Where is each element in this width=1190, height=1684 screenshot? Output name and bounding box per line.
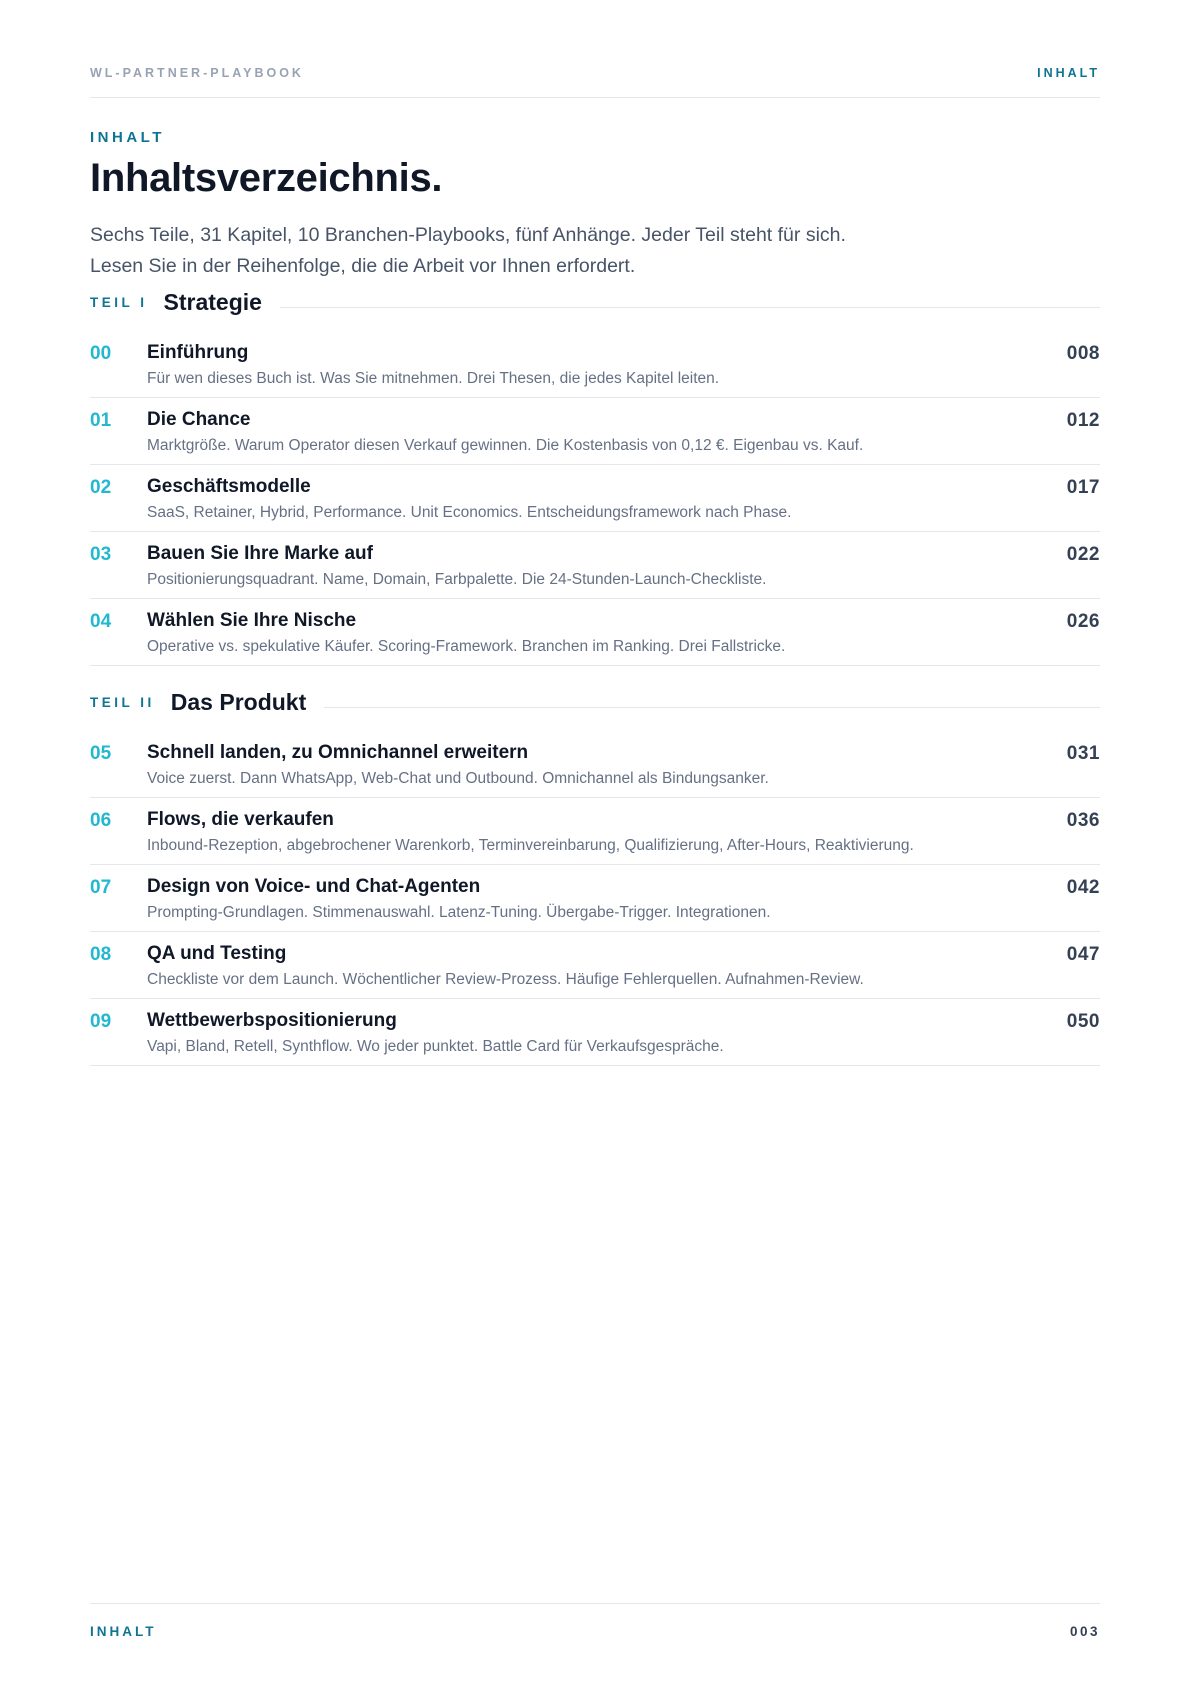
chapter-number: 09 [90,1011,112,1032]
part-label: TEIL I [90,294,148,310]
page-number: 008 [1066,343,1100,364]
part-label: TEIL II [90,694,155,710]
chapter-title: Bauen Sie Ihre Marke auf [147,543,373,564]
page-number: 026 [1066,611,1100,632]
footer-page-number: 003 [1069,1624,1100,1639]
chapter-title: Geschäftsmodelle [147,476,311,497]
chapter-number: 08 [90,944,112,965]
intro-line-2: Lesen Sie in der Reihenfolge, die die Arbeit vor Ihnen erfordert. [90,255,636,277]
chapter-title: Die Chance [147,409,251,430]
chapter-number: 06 [90,810,112,831]
intro-line-1: Sechs Teile, 31 Kapitel, 10 Branchen-Playbooks, fünf Anhänge. Jeder Teil steht für sich. [90,224,846,246]
page-title: Inhaltsverzeichnis. [90,156,443,200]
chapter-title: QA und Testing [147,943,287,964]
chapter-description: Operative vs. spekulative Käufer. Scoring-Framework. Branchen im Ranking. Drei Fallstricke. [147,638,786,655]
chapter-description: Marktgröße. Warum Operator diesen Verkauf gewinnen. Die Kostenbasis von 0,12 €. Eigenbau vs. Kauf. [147,437,864,454]
page [90,0,1100,1684]
page-number: 047 [1066,944,1100,965]
chapter-description: Positionierungsquadrant. Name, Domain, Farbpalette. Die 24-Stunden-Launch-Checkliste. [147,571,767,588]
part-divider [280,307,1100,308]
intro-text [90,220,846,282]
toc-entry[interactable] [90,331,1100,398]
chapter-title: Wählen Sie Ihre Nische [147,610,357,631]
chapter-number: 02 [90,477,112,498]
eyebrow: INHALT [90,129,165,146]
chapter-description: SaaS, Retainer, Hybrid, Performance. Unit Economics. Entscheidungsframework nach Phase. [147,504,792,521]
book-title: WL-PARTNER-PLAYBOOK [90,66,304,80]
chapter-description: Voice zuerst. Dann WhatsApp, Web-Chat und Outbound. Omnichannel als Bindungsanker. [147,770,769,787]
toc-entry[interactable] [90,798,1100,865]
chapter-title: Design von Voice- und Chat-Agenten [147,876,481,897]
toc-entry[interactable] [90,865,1100,932]
chapter-number: 04 [90,611,112,632]
part-header [90,687,1100,717]
toc-list [90,731,1100,1066]
page-number: 012 [1066,410,1100,431]
page-number: 050 [1066,1011,1100,1032]
section-label: INHALT [1037,66,1100,80]
chapter-description: Checkliste vor dem Launch. Wöchentlicher Review-Prozess. Häufige Fehlerquellen. Aufnahmen-Review. [147,971,864,988]
toc-list [90,331,1100,666]
chapter-description: Prompting-Grundlagen. Stimmenauswahl. Latenz-Tuning. Übergabe-Trigger. Integrationen. [147,904,771,921]
part-title: Das Produkt [170,688,307,715]
page-number: 022 [1066,544,1100,565]
part-title: Strategie [163,288,262,315]
chapter-title: Schnell landen, zu Omnichannel erweitern [147,742,529,763]
part-1 [90,287,1100,666]
running-header [90,66,1100,98]
page-number: 042 [1066,877,1100,898]
chapter-number: 01 [90,410,112,431]
chapter-description: Inbound-Rezeption, abgebrochener Warenkorb, Terminvereinbarung, Qualifizierung, After-Hours, Reaktivierung. [147,837,914,854]
running-footer [90,1603,1100,1639]
chapter-number: 05 [90,743,112,764]
toc-entry[interactable] [90,932,1100,999]
chapter-number: 00 [90,343,112,364]
page-number: 017 [1066,477,1100,498]
chapter-number: 07 [90,877,112,898]
toc-entry[interactable] [90,731,1100,798]
part-2 [90,687,1100,1066]
toc-entry[interactable] [90,465,1100,532]
chapter-number: 03 [90,544,112,565]
chapter-title: Flows, die verkaufen [147,809,334,830]
part-header [90,287,1100,317]
chapter-description: Für wen dieses Buch ist. Was Sie mitnehmen. Drei Thesen, die jedes Kapitel leiten. [147,370,720,387]
part-divider [324,707,1100,708]
chapter-description: Vapi, Bland, Retell, Synthflow. Wo jeder punktet. Battle Card für Verkaufsgespräche. [147,1038,724,1055]
chapter-title: Wettbewerbspositionierung [147,1010,397,1031]
toc-entry[interactable] [90,999,1100,1066]
footer-section-label: INHALT [90,1624,157,1639]
toc-entry[interactable] [90,532,1100,599]
chapter-title: Einführung [147,342,249,363]
page-number: 031 [1066,743,1100,764]
page-number: 036 [1066,810,1100,831]
toc-entry[interactable] [90,398,1100,465]
toc-entry[interactable] [90,599,1100,666]
